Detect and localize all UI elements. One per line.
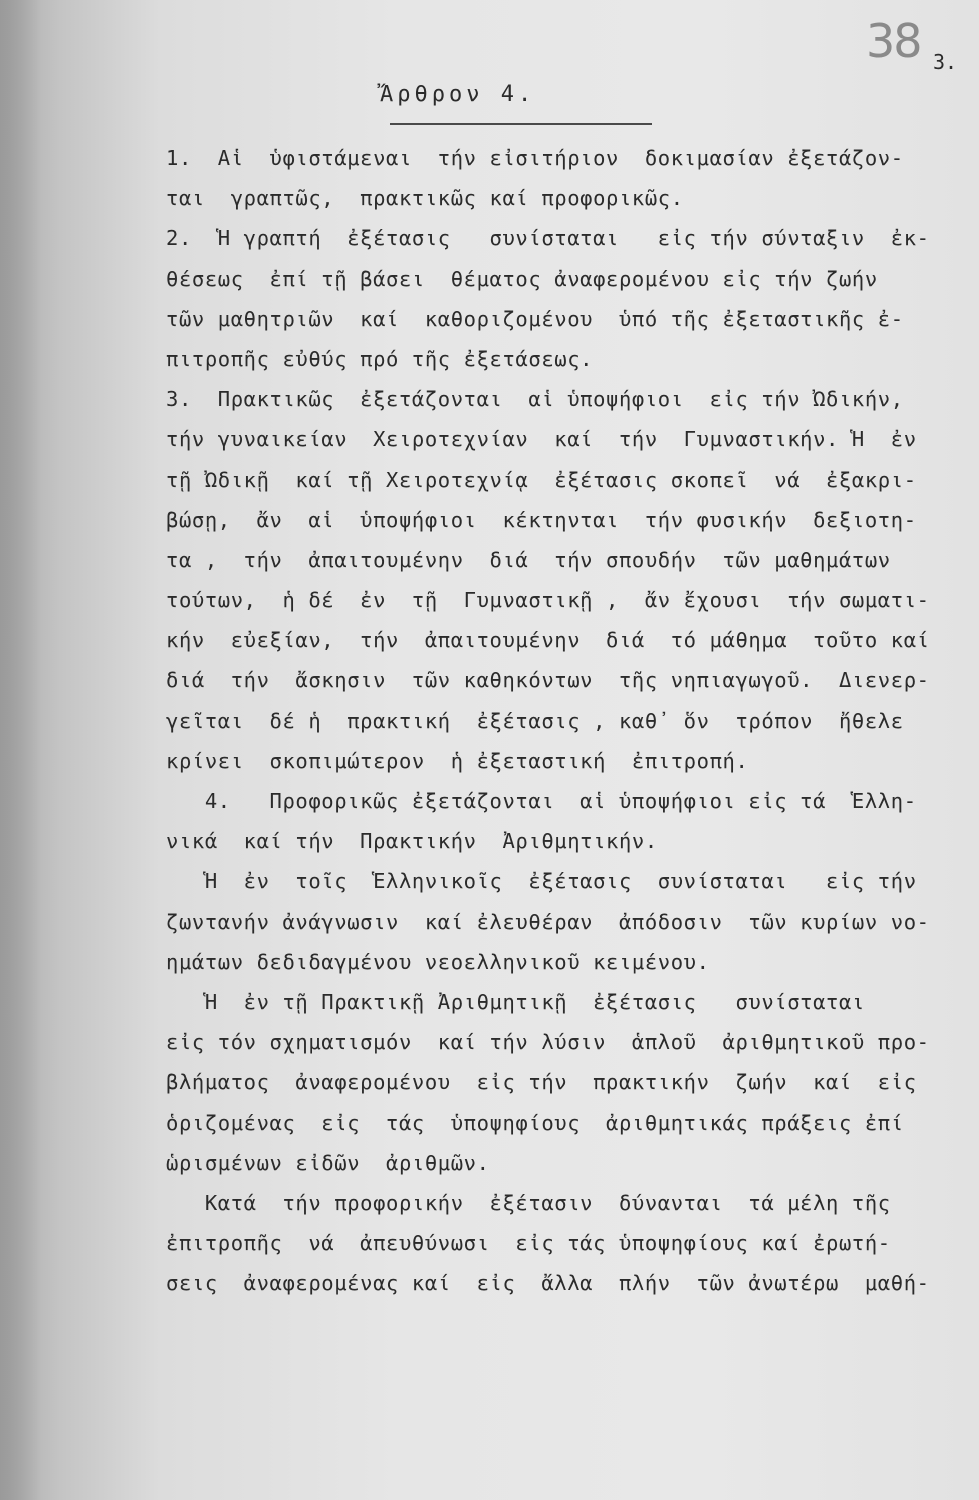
- text-line: θέσεως ἐπί τῇ βάσει θέματος ἀναφερομένου εἰς τήν ζωήν: [166, 266, 878, 291]
- text-line: 3. Πρακτικῶς ἐξετάζονται αἱ ὑποψήφιοι εἰς τήν Ὠδικήν,: [166, 387, 904, 412]
- text-line: εἰς τόν σχηματισμόν καί τήν λύσιν ἁπλοῦ ἀριθμητικοῦ προ-: [166, 1030, 930, 1055]
- page-number: 3.: [933, 50, 958, 74]
- text-line: γεῖται δέ ἡ πρακτική ἐξέτασις , καθ᾽ ὅν τρόπον ἤθελε: [166, 708, 904, 733]
- article-body: [166, 138, 966, 1303]
- text-line: σεις ἀναφερομένας καί εἰς ἄλλα πλήν τῶν ἀνωτέρω μαθή-: [166, 1271, 930, 1296]
- text-line: 2. Ἡ γραπτή ἐξέτασις συνίσταται εἰς τήν σύνταξιν ἐκ-: [166, 226, 930, 251]
- text-line: βλήματος ἀναφερομένου εἰς τήν πρακτικήν ζωήν καί εἰς: [166, 1070, 917, 1095]
- binding-shadow: [0, 0, 40, 1500]
- text-line: τῇ Ὠδικῇ καί τῇ Χειροτεχνίᾳ ἐξέτασις σκοπεῖ νά ἐξακρι-: [166, 467, 917, 492]
- text-line: νικά καί τήν Πρακτικήν Ἀριθμητικήν.: [166, 829, 658, 854]
- text-line: ημάτων δεδιδαγμένου νεοελληνικοῦ κειμένου.: [166, 949, 710, 974]
- text-line: κρίνει σκοπιμώτερον ἡ ἐξεταστική ἐπιτροπή.: [166, 748, 749, 773]
- text-line: κήν εὐεξίαν, τήν ἀπαιτουμένην διά τό μάθημα τοῦτο καί: [166, 628, 930, 653]
- text-line: 1. Αἱ ὑφιστάμεναι τήν εἰσιτήριον δοκιμασίαν ἐξετάζον-: [166, 146, 904, 170]
- text-line: πιτροπῆς εὐθύς πρό τῆς ἐξετάσεως.: [166, 346, 594, 371]
- text-line: ἐπιτροπῆς νά ἀπευθύνωσι εἰς τάς ὑποψηφίους καί ἐρωτή-: [166, 1231, 891, 1256]
- heading-underline: [390, 123, 652, 125]
- text-line: Ἡ ἐν τῇ Πρακτικῇ Ἀριθμητικῇ ἐξέτασις συνίσταται: [166, 989, 865, 1014]
- article-heading: Ἄρθρον 4.: [380, 82, 536, 107]
- text-line: βώσῃ, ἄν αἱ ὑποψήφιοι κέκτηνται τήν φυσικήν δεξιοτη-: [166, 507, 917, 532]
- text-line: τούτων, ἡ δέ ἐν τῇ Γυμναστικῇ , ἄν ἔχουσι τήν σωματι-: [166, 588, 930, 613]
- archive-number-stamp: 38: [866, 14, 921, 68]
- text-line: διά τήν ἄσκησιν τῶν καθηκόντων τῆς νηπιαγωγοῦ. Διενερ-: [166, 668, 930, 693]
- text-line: ὁριζομένας εἰς τάς ὑποψηφίους ἀριθμητικάς πράξεις ἐπί: [166, 1110, 904, 1135]
- text-line: 4. Προφορικῶς ἐξετάζονται αἱ ὑποψήφιοι εἰς τά Ἑλλη-: [166, 789, 917, 813]
- text-line: ζωντανήν ἀνάγνωσιν καί ἐλευθέραν ἀπόδοσιν τῶν κυρίων νο-: [166, 909, 930, 934]
- text-line: τήν γυναικείαν Χειροτεχνίαν καί τήν Γυμναστικήν. Ἡ ἐν: [166, 427, 917, 452]
- text-line: ὡρισμένων εἰδῶν ἀριθμῶν.: [166, 1150, 490, 1175]
- text-line: τῶν μαθητριῶν καί καθοριζομένου ὑπό τῆς ἐξεταστικῆς ἐ-: [166, 306, 904, 331]
- text-line: Ἡ ἐν τοῖς Ἑλληνικοῖς ἐξέτασις συνίσταται εἰς τήν: [166, 869, 917, 894]
- text-line: ται γραπτῶς, πρακτικῶς καί προφορικῶς.: [166, 186, 684, 211]
- text-line: τα , τήν ἀπαιτουμένην διά τήν σπουδήν τῶν μαθημάτων: [166, 547, 891, 572]
- text-line: Κατά τήν προφορικήν ἐξέτασιν δύνανται τά μέλη τῆς: [166, 1190, 891, 1215]
